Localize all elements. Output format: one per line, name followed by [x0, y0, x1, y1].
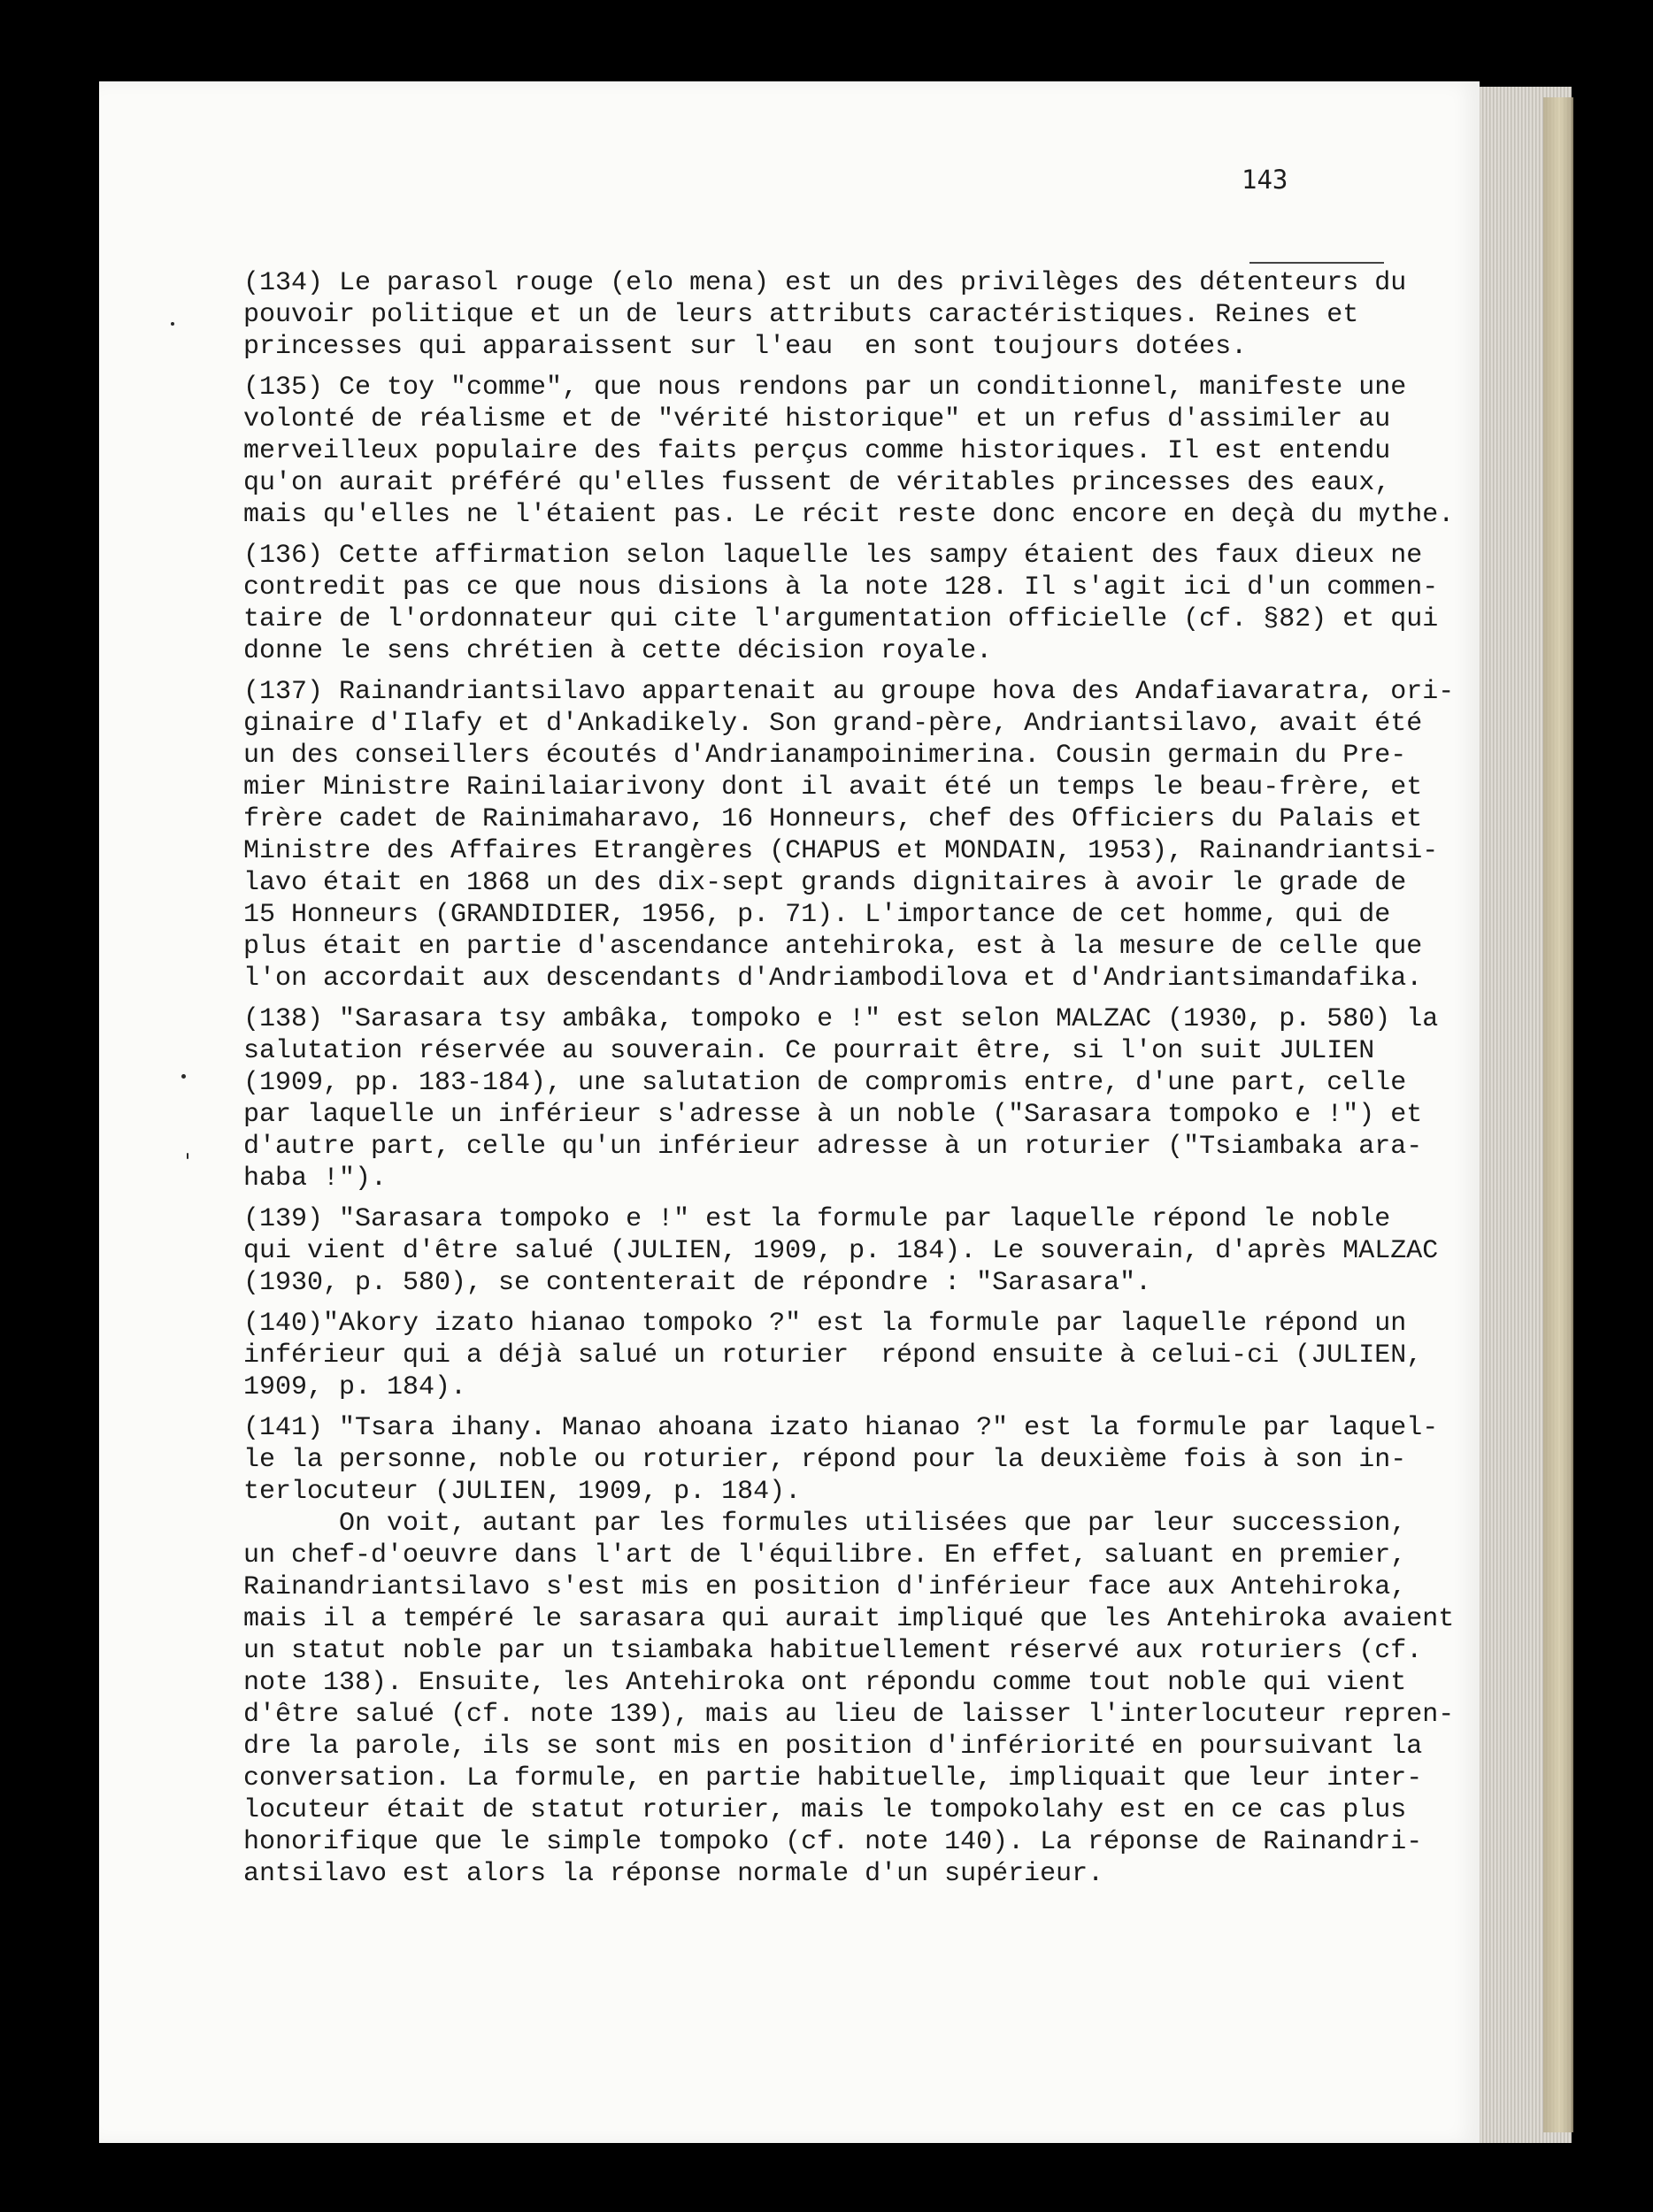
stray-mark [171, 322, 174, 326]
note-line: (137) Rainandriantsilavo appartenait au groupe hova des Andafiavaratra, ori- [243, 677, 1455, 707]
note-line: princesses qui apparaissent sur l'eau en sont toujours dotées. [243, 332, 1248, 362]
note-line: qu'on aurait préféré qu'elles fussent de véritables princesses des eaux, [243, 468, 1391, 498]
note-line: d'autre part, celle qu'un inférieur adresse à un roturier ("Tsiambaka ara- [243, 1132, 1423, 1162]
note-line: (1930, p. 580), se contenterait de répondre : "Sarasara". [243, 1268, 1152, 1298]
paragraph-line: un chef-d'oeuvre dans l'art de l'équilibre. En effet, saluant en premier, [243, 1540, 1407, 1571]
paragraph-line: mais il a tempéré le sarasara qui aurait impliqué que les Antehiroka avaient [243, 1604, 1455, 1634]
note-line: un des conseillers écoutés d'Andrianampoinimerina. Cousin germain du Pre- [243, 741, 1407, 771]
note-line: le la personne, noble ou roturier, répond pour la deuxième fois à son in- [243, 1445, 1407, 1475]
note-line: 15 Honneurs (GRANDIDIER, 1956, p. 71). L'importance de cet homme, qui de [243, 900, 1391, 930]
notes-body [243, 267, 1455, 1899]
note-line: (138) "Sarasara tsy ambâka, tompoko e !" est selon MALZAC (1930, p. 580) la [243, 1004, 1439, 1034]
note-line: inférieur qui a déjà salué un roturier répond ensuite à celui-ci (JULIEN, [243, 1340, 1423, 1371]
page-edge-tint [1543, 97, 1573, 2132]
paragraph-line: d'être salué (cf. note 139), mais au lieu de laisser l'interlocuteur repren- [243, 1700, 1455, 1730]
paragraph-line: un statut noble par un tsiambaka habituellement réservé aux roturiers (cf. [243, 1636, 1423, 1666]
note-line: l'on accordait aux descendants d'Andriambodilova et d'Andriantsimandafika. [243, 964, 1423, 994]
note-line: (135) Ce toy "comme", que nous rendons par un conditionnel, manifeste une [243, 373, 1407, 403]
note-line: merveilleux populaire des faits perçus comme historiques. Il est entendu [243, 436, 1391, 466]
note-line: ginaire d'Ilafy et d'Ankadikely. Son grand-père, Andriantsilavo, avait été [243, 709, 1423, 739]
note-line: mais qu'elles ne l'étaient pas. Le récit reste donc encore en deçà du mythe. [243, 500, 1455, 530]
paragraph-line: honorifique que le simple tompoko (cf. note 140). La réponse de Rainandri- [243, 1827, 1423, 1857]
note-line: qui vient d'être salué (JULIEN, 1909, p. 184). Le souverain, d'après MALZAC [243, 1236, 1439, 1266]
note-line: (139) "Sarasara tompoko e !" est la formule par laquelle répond le noble [243, 1204, 1391, 1234]
note-135 [243, 372, 1455, 531]
note-line: terlocuteur (JULIEN, 1909, p. 184). [243, 1477, 802, 1507]
note-141 [243, 1412, 1455, 1890]
paragraph-line: note 138). Ensuite, les Antehiroka ont répondu comme tout noble qui vient [243, 1668, 1407, 1698]
note-line: (134) Le parasol rouge (elo mena) est un des privilèges des détenteurs du [243, 268, 1407, 298]
page-number: 143 [1242, 165, 1288, 195]
stray-mark [181, 1074, 186, 1079]
paragraph-line: locuteur était de statut roturier, mais le tompokolahy est en ce cas plus [243, 1795, 1407, 1825]
stray-mark [187, 1153, 188, 1159]
note-134 [243, 267, 1407, 363]
note-line: lavo était en 1868 un des dix-sept grands dignitaires à avoir le grade de [243, 868, 1407, 898]
note-line: donne le sens chrétien à cette décision royale. [243, 636, 993, 666]
note-line: Ministre des Affaires Etrangères (CHAPUS et MONDAIN, 1953), Rainandriantsi- [243, 836, 1439, 866]
note-138 [243, 1003, 1439, 1194]
note-136 [243, 540, 1439, 667]
note-line: frère cadet de Rainimaharavo, 16 Honneurs, chef des Officiers du Palais et [243, 804, 1423, 834]
paragraph-line: On voit, autant par les formules utilisées que par leur succession, [243, 1509, 1407, 1539]
note-137 [243, 676, 1455, 995]
note-line: mier Ministre Rainilaiarivony dont il avait été un temps le beau-frère, et [243, 772, 1423, 803]
paragraph-line: conversation. La formule, en partie habituelle, impliquait que leur inter- [243, 1763, 1423, 1793]
note-line: contredit pas ce que nous disions à la note 128. Il s'agit ici d'un commen- [243, 572, 1439, 603]
note-line: haba !"). [243, 1164, 388, 1194]
note-line: plus était en partie d'ascendance antehiroka, est à la mesure de celle que [243, 932, 1423, 962]
note-line: taire de l'ordonnateur qui cite l'argumentation officielle (cf. §82) et qui [243, 604, 1439, 634]
paragraph-line: antsilavo est alors la réponse normale d'un supérieur. [243, 1859, 1104, 1889]
note-line: (141) "Tsara ihany. Manao ahoana izato hianao ?" est la formule par laquel- [243, 1413, 1439, 1443]
note-line: (1909, pp. 183-184), une salutation de compromis entre, d'une part, celle [243, 1068, 1407, 1098]
note-140 [243, 1308, 1423, 1403]
note-line: 1909, p. 184). [243, 1372, 467, 1402]
note-line: volonté de réalisme et de "vérité historique" et un refus d'assimiler au [243, 404, 1391, 434]
paragraph-line: dre la parole, ils se sont mis en position d'infériorité en poursuivant la [243, 1732, 1423, 1762]
note-line: (140)"Akory izato hianao tompoko ?" est la formule par laquelle répond un [243, 1309, 1407, 1339]
note-139 [243, 1203, 1439, 1299]
note-line: pouvoir politique et un de leurs attributs caractéristiques. Reines et [243, 300, 1359, 330]
header-rule [1249, 262, 1384, 264]
note-line: par laquelle un inférieur s'adresse à un noble ("Sarasara tompoko e !") et [243, 1100, 1423, 1130]
note-line: salutation réservée au souverain. Ce pourrait être, si l'on suit JULIEN [243, 1036, 1375, 1066]
paragraph-line: Rainandriantsilavo s'est mis en position d'inférieur face aux Antehiroka, [243, 1572, 1407, 1602]
note-line: (136) Cette affirmation selon laquelle les sampy étaient des faux dieux ne [243, 541, 1423, 571]
